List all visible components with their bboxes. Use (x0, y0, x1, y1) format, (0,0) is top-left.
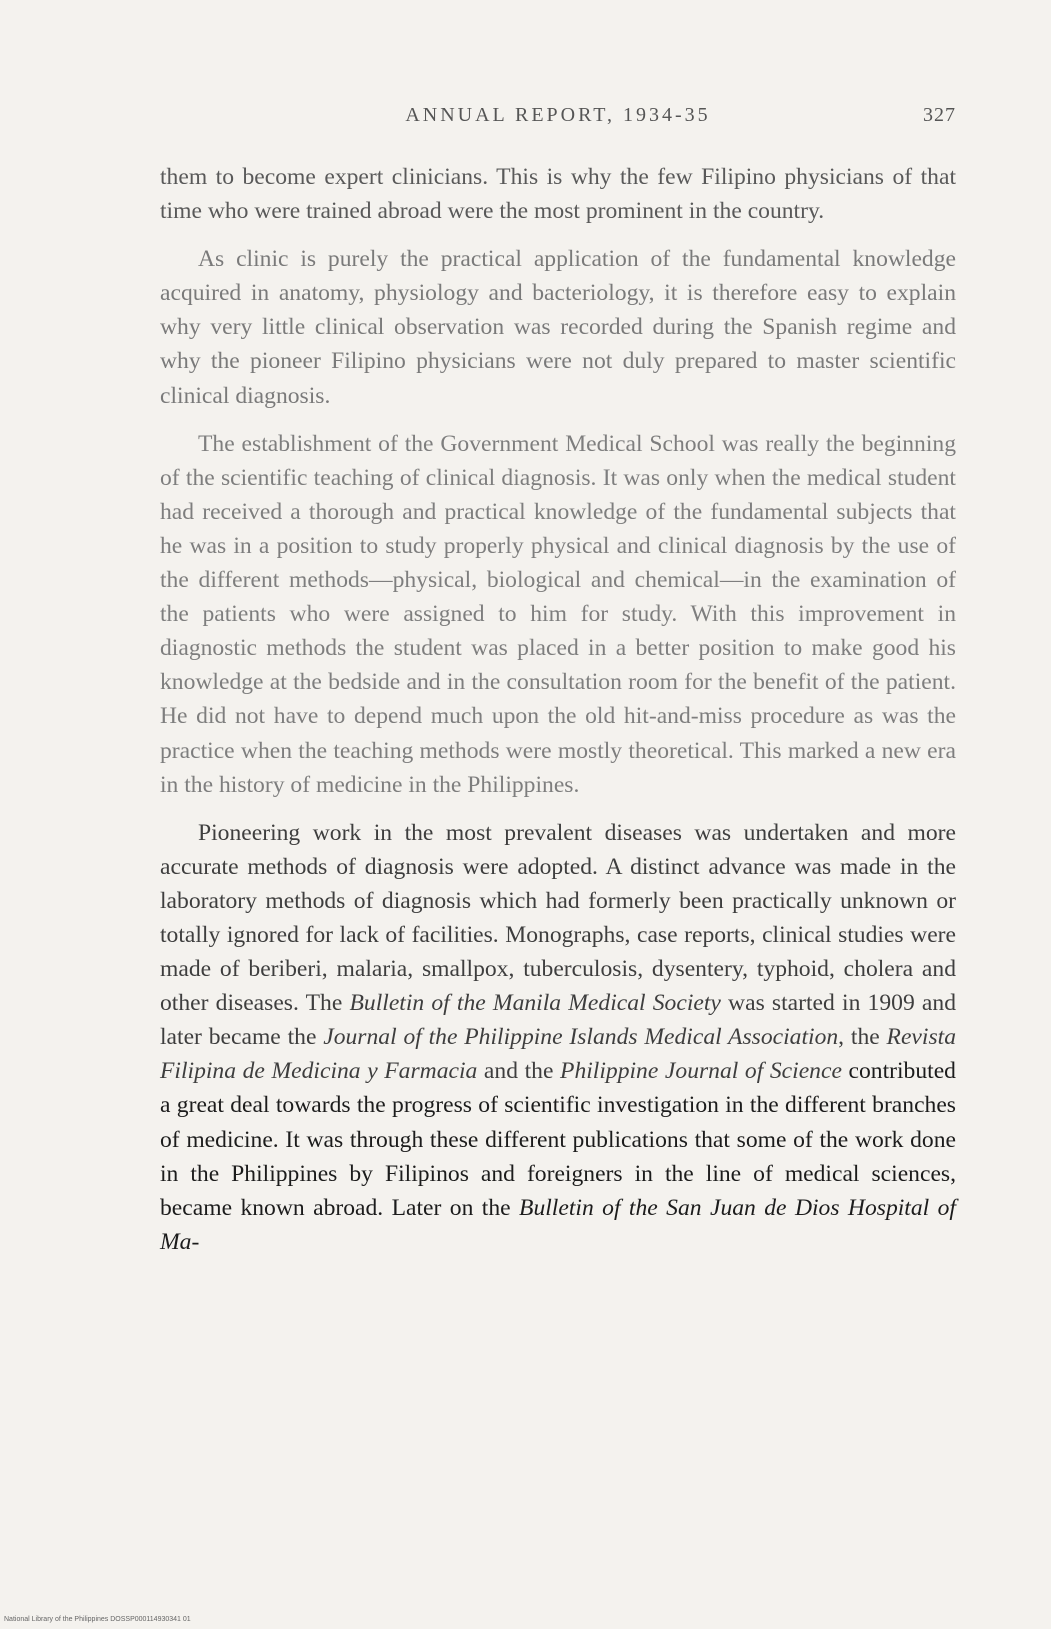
paragraph: As clinic is purely the practical application of the fundamental knowledge acquired in anatomy, physiology and bacteriology, it is therefore easy to explain why very little clinical observation was recorded during the Spanish regime and why the pioneer Filipino physicians were not duly prepared to master scientific clinical diagnosis. (160, 246, 956, 409)
text-run: Pioneering work in the most prevalent diseases was undertaken and more accurate methods of diagnosis were adopted. A distinct advance was made in the laboratory methods of diagnosis which had formerly been practically unknown or totally ignored for lack of facilities. Monographs, case reports, clinical studies were made of beriberi, malaria, smallpox, tuberculosis, dysentery, typhoid, cholera and other diseases. The (160, 819, 956, 1017)
header-title: ANNUAL REPORT, 1934-35 (405, 104, 711, 126)
text-run: was started in 1909 and later became the (160, 990, 956, 1051)
paragraph: them to become expert clinicians. This is why the few Filipino physicians of that time who were trained abroad were the most prominent in the country. (160, 164, 956, 225)
publication-title: Journal of the Philippine Islands Medical Association (323, 1024, 839, 1051)
page-number: 327 (923, 104, 956, 126)
paragraph (160, 816, 956, 1259)
publication-title: Revista Filipina de Medicina y Farmacia (160, 1024, 956, 1085)
publication-title: Bulletin of the San Juan de Dios Hospital of Ma- (160, 1194, 956, 1255)
body-text (160, 160, 956, 1273)
running-header (160, 104, 956, 134)
publication-title: Bulletin of the Manila Medical Society (349, 990, 721, 1017)
paragraph: The establishment of the Government Medical School was really the beginning of the scientific teaching of clinical diagnosis. It was only when the medical student had received a thorough and practical knowledge of the fundamental subjects that he was in a position to study properly physical and clinical diagnosis by the use of the different methods—physical, biological and chemical—in the examination of the patients who were assigned to him for study. With this improvement in diagnostic methods the student was placed in a better position to make good his knowledge at the bedside and in the consultation room for the benefit of the patient. He did not have to depend much upon the old hit-and-miss procedure as was the practice when the teaching methods were mostly theoretical. This marked a new era in the history of medicine in the Philippines. (160, 430, 956, 798)
publication-title: Philippine Journal of Science (560, 1058, 842, 1085)
text-run: and the (477, 1058, 561, 1085)
text-run: , the (838, 1024, 887, 1051)
scan-footer: National Library of the Philippines DOSSP000114930341 01 (4, 1616, 191, 1623)
text-run: contributed a great deal towards the progress of scientific investigation in the different branches of medicine. It was through these different publications that some of the work done in the Philippines by Filipinos and foreigners in the line of medical sciences, became known abroad. Later on the (160, 1058, 956, 1221)
